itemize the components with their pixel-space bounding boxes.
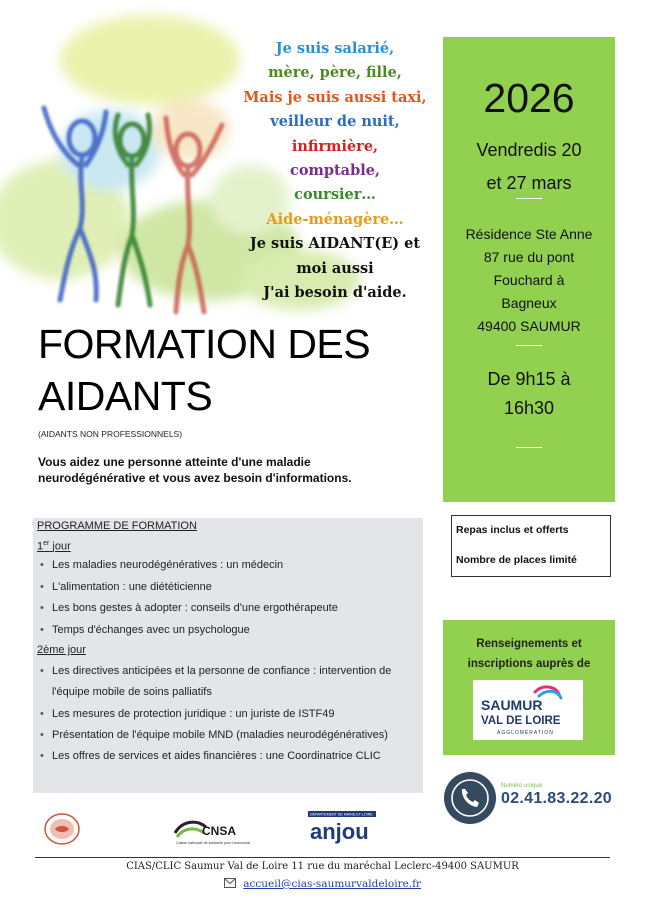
- event-hours: [443, 365, 615, 423]
- cnsa-logo: [172, 815, 267, 847]
- poem-line: Je suis AIDANT(E) et: [249, 235, 421, 253]
- event-hours-line-1: De 9h15 à: [487, 369, 571, 389]
- contact-panel: [443, 620, 615, 755]
- contact-text: [443, 634, 615, 674]
- divider: [516, 447, 542, 448]
- list-item: • Temps d'échanges avec un psychologue: [52, 620, 420, 641]
- anjou-logo-graphic: [306, 810, 378, 844]
- programme-heading: PROGRAMME DE FORMATION: [37, 520, 197, 532]
- poem-line: veilleur de nuit,: [270, 113, 400, 131]
- poem-line: comptable,: [290, 162, 380, 180]
- contact-line-2: inscriptions auprès de: [467, 658, 591, 670]
- meal-note: Repas inclus et offerts: [456, 524, 569, 536]
- cnsa-text: CNSA: [202, 824, 237, 838]
- event-dates-line-2: et 27 mars: [486, 173, 572, 193]
- logo-text-1: SAUMUR: [481, 697, 543, 713]
- cnsa-logo-graphic: [172, 815, 267, 847]
- phone-icon: [444, 772, 496, 824]
- intro-text: Vous aidez une personne atteinte d'une maladie neurodégénérative et vous avez besoin d'informations.: [38, 455, 352, 485]
- footer-divider: [35, 857, 610, 858]
- event-hours-line-2: 16h30: [503, 398, 555, 418]
- address-line: Fouchard à: [493, 272, 565, 288]
- contact-line-1: Renseignements et: [476, 638, 582, 650]
- address-line: 87 rue du pont: [483, 249, 575, 265]
- page-title: [38, 318, 370, 422]
- cias-logo-graphic: [42, 811, 82, 847]
- list-item: • Les maladies neurodégénératives : un médecin: [52, 555, 420, 576]
- poem-line: coursier…: [294, 186, 376, 204]
- saumur-logo-graphic: [473, 680, 583, 740]
- footer-address: CIAS/CLIC Saumur Val de Loire 11 rue du maréchal Leclerc-49400 SAUMUR: [126, 861, 519, 872]
- places-note: Nombre de places limité: [456, 554, 577, 566]
- day-1-number: 1: [37, 540, 44, 553]
- event-year: 2026: [483, 75, 575, 121]
- phone-icon-badge: [444, 772, 496, 824]
- anjou-text: anjou: [310, 819, 369, 844]
- event-dates-line-1: Vendredis 20: [476, 140, 582, 160]
- saumur-val-de-loire-logo: [473, 680, 583, 740]
- phone-number[interactable]: 02.41.83.22.20: [501, 790, 612, 807]
- day-1-label: [37, 540, 71, 553]
- poem-line: moi aussi: [296, 259, 374, 277]
- cnsa-subtext: Caisse nationale de solidarité pour l'autonomie: [176, 841, 251, 845]
- programme-box: [33, 518, 423, 793]
- divider: [516, 345, 542, 346]
- poem-line: infirmière,: [291, 137, 379, 155]
- logo-text-3: AGGLOMÉRATION: [497, 730, 554, 736]
- phone-label: Numéro unique: [501, 783, 543, 789]
- address-line: Bagneux: [501, 295, 557, 311]
- audience-note: (AIDANTS NON PROFESSIONNELS): [38, 429, 183, 439]
- title-line-1: FORMATION DES: [38, 321, 371, 367]
- list-item: • Les offres de services et aides financières : une Coordinatrice CLIC: [52, 746, 420, 767]
- poem-line: Mais je suis aussi taxi,: [243, 88, 427, 106]
- email-link[interactable]: accueil@cias-saumurvaldeloire.fr: [243, 878, 422, 890]
- title-line-2: AIDANTS: [38, 373, 213, 419]
- day-1-word: jour: [52, 540, 71, 553]
- anjou-top-text: DÉPARTEMENT DE MAINE-ET-LOIRE: [310, 812, 373, 817]
- address-line: 49400 SAUMUR: [477, 318, 581, 334]
- address-line: Résidence Ste Anne: [465, 226, 593, 242]
- list-item: • Les directives anticipées et la personne de confiance : intervention de l'équipe mobile de soins palliatifs: [52, 661, 420, 703]
- footer-email-row: [0, 878, 645, 891]
- anjou-logo: [306, 810, 378, 844]
- cias-logo: [42, 811, 82, 847]
- event-address: [443, 223, 615, 338]
- divider: [516, 198, 542, 199]
- list-item: • Les bons gestes à adopter : conseils d'une ergothérapeute: [52, 598, 420, 619]
- list-item: • Présentation de l'équipe mobile MND (maladies neurodégénératives): [52, 725, 420, 746]
- logo-text-2: VAL DE LOIRE: [481, 715, 561, 727]
- poem-line: Je suis salarié,: [275, 40, 395, 57]
- mail-icon: [224, 878, 236, 891]
- event-dates: [443, 134, 615, 200]
- event-info-panel: [443, 37, 615, 502]
- poem-line: Aide-ménagère…: [266, 210, 404, 228]
- practical-notes-box: [451, 515, 611, 577]
- poem: [240, 37, 430, 305]
- poem-line: mère, père, fille,: [268, 64, 402, 82]
- poem-line: J'ai besoin d'aide.: [263, 284, 407, 302]
- day-1-sup: er: [43, 540, 50, 547]
- list-item: • Les mesures de protection juridique : un juriste de ISTF49: [52, 704, 420, 725]
- day-2-label: 2ème jour: [37, 644, 86, 656]
- list-item: • L'alimentation : une diététicienne: [52, 577, 420, 598]
